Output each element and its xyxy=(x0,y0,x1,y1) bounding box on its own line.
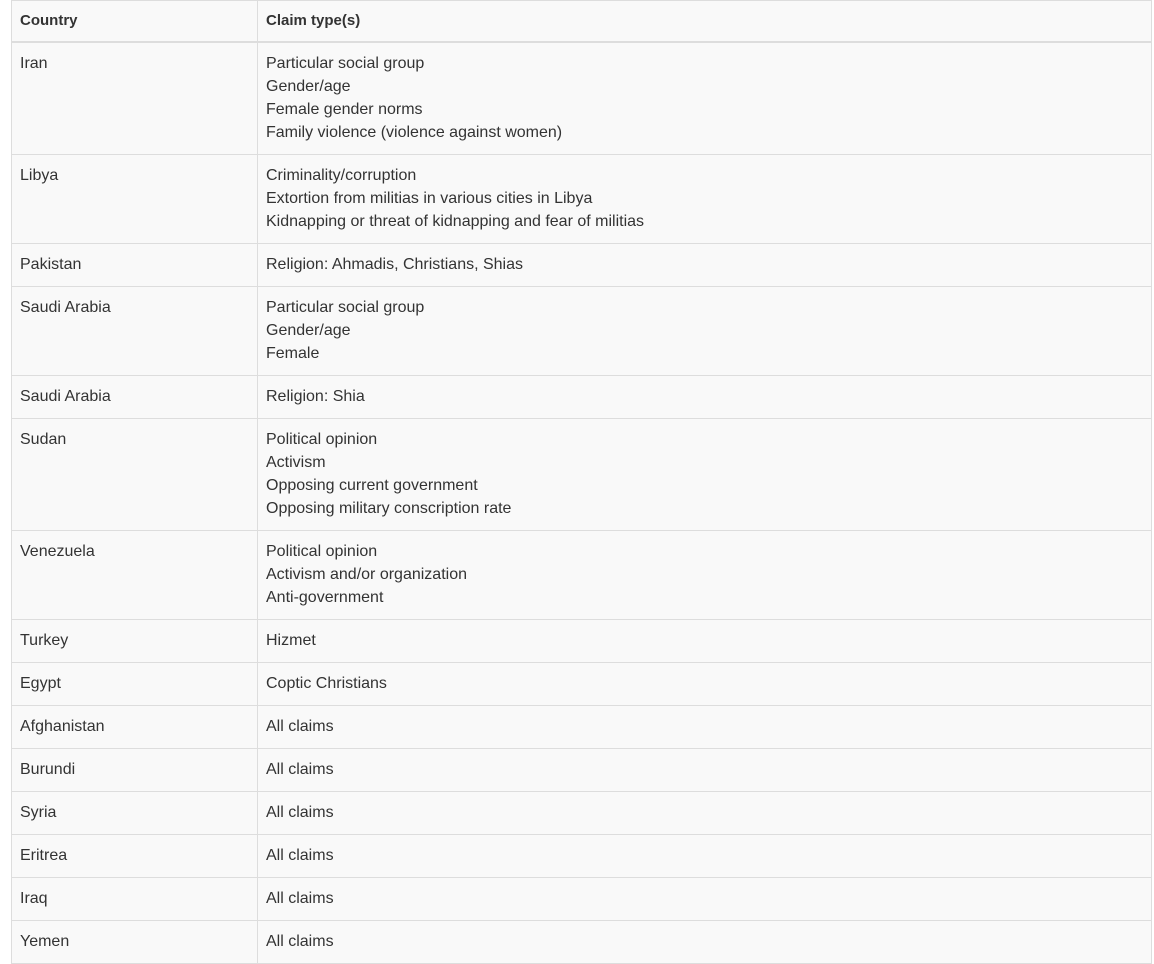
country-cell: Egypt xyxy=(12,663,258,706)
claim-type-item: All claims xyxy=(266,847,334,864)
table-row xyxy=(12,878,1152,921)
country-claims-table xyxy=(11,0,1152,964)
table-row xyxy=(12,376,1152,419)
claim-type-item: Hizmet xyxy=(266,632,316,649)
claim-type-item: Particular social group xyxy=(266,55,425,72)
table-row xyxy=(12,531,1152,620)
claim-type-item: Kidnapping or threat of kidnapping and fear of militias xyxy=(266,213,645,230)
claim-type-item: Political opinion xyxy=(266,543,378,560)
claim-types-cell xyxy=(258,376,1152,419)
claim-types-cell xyxy=(258,419,1152,531)
table-header-row xyxy=(12,1,1152,43)
country-cell: Eritrea xyxy=(12,835,258,878)
claim-type-item: Religion: Shia xyxy=(266,388,365,405)
table-row xyxy=(12,419,1152,531)
claim-type-item: Activism xyxy=(266,454,326,471)
header-claim-types: Claim type(s) xyxy=(258,1,1152,43)
claim-type-item: Gender/age xyxy=(266,78,351,95)
claim-type-item: Anti-government xyxy=(266,589,384,606)
claim-types-cell xyxy=(258,531,1152,620)
claim-type-item: Family violence (violence against women) xyxy=(266,124,563,141)
country-claims-table-container xyxy=(11,0,1151,964)
country-cell: Turkey xyxy=(12,620,258,663)
claim-types-cell xyxy=(258,620,1152,663)
table-row xyxy=(12,42,1152,155)
table-row xyxy=(12,287,1152,376)
claim-types-cell xyxy=(258,287,1152,376)
claim-types-cell xyxy=(258,749,1152,792)
table-row xyxy=(12,155,1152,244)
claim-type-item: Opposing military conscription rate xyxy=(266,500,512,517)
table-row xyxy=(12,792,1152,835)
country-cell: Burundi xyxy=(12,749,258,792)
country-cell: Saudi Arabia xyxy=(12,376,258,419)
claim-type-item: Particular social group xyxy=(266,299,425,316)
table-row xyxy=(12,620,1152,663)
table-row xyxy=(12,921,1152,964)
table-row xyxy=(12,663,1152,706)
claim-type-item: Political opinion xyxy=(266,431,378,448)
claim-types-cell xyxy=(258,663,1152,706)
header-country: Country xyxy=(12,1,258,43)
claim-types-cell xyxy=(258,706,1152,749)
country-cell: Iraq xyxy=(12,878,258,921)
claim-type-item: All claims xyxy=(266,718,334,735)
country-cell: Saudi Arabia xyxy=(12,287,258,376)
table-row xyxy=(12,706,1152,749)
country-cell: Pakistan xyxy=(12,244,258,287)
claim-types-cell xyxy=(258,792,1152,835)
claim-type-item: Female gender norms xyxy=(266,101,423,118)
country-cell: Syria xyxy=(12,792,258,835)
claim-types-cell xyxy=(258,921,1152,964)
table-row xyxy=(12,835,1152,878)
claim-type-item: Coptic Christians xyxy=(266,675,387,692)
claim-type-item: All claims xyxy=(266,890,334,907)
country-cell: Afghanistan xyxy=(12,706,258,749)
claim-type-item: Opposing current government xyxy=(266,477,478,494)
country-cell: Libya xyxy=(12,155,258,244)
claim-type-item: Gender/age xyxy=(266,322,351,339)
claim-type-item: Female xyxy=(266,345,320,362)
claim-type-item: All claims xyxy=(266,933,334,950)
table-row xyxy=(12,749,1152,792)
country-cell: Sudan xyxy=(12,419,258,531)
claim-types-cell xyxy=(258,878,1152,921)
claim-type-item: Religion: Ahmadis, Christians, Shias xyxy=(266,256,524,273)
claim-type-item: Extortion from militias in various cities in Libya xyxy=(266,190,593,207)
table-row xyxy=(12,244,1152,287)
country-cell: Yemen xyxy=(12,921,258,964)
claim-type-item: All claims xyxy=(266,761,334,778)
table-body xyxy=(12,42,1152,964)
claim-types-cell xyxy=(258,244,1152,287)
claim-types-cell xyxy=(258,155,1152,244)
claim-type-item: Activism and/or organization xyxy=(266,566,467,583)
country-cell: Iran xyxy=(12,42,258,155)
claim-type-item: All claims xyxy=(266,804,334,821)
claim-types-cell xyxy=(258,835,1152,878)
claim-type-item: Criminality/corruption xyxy=(266,167,417,184)
country-cell: Venezuela xyxy=(12,531,258,620)
claim-types-cell xyxy=(258,42,1152,155)
